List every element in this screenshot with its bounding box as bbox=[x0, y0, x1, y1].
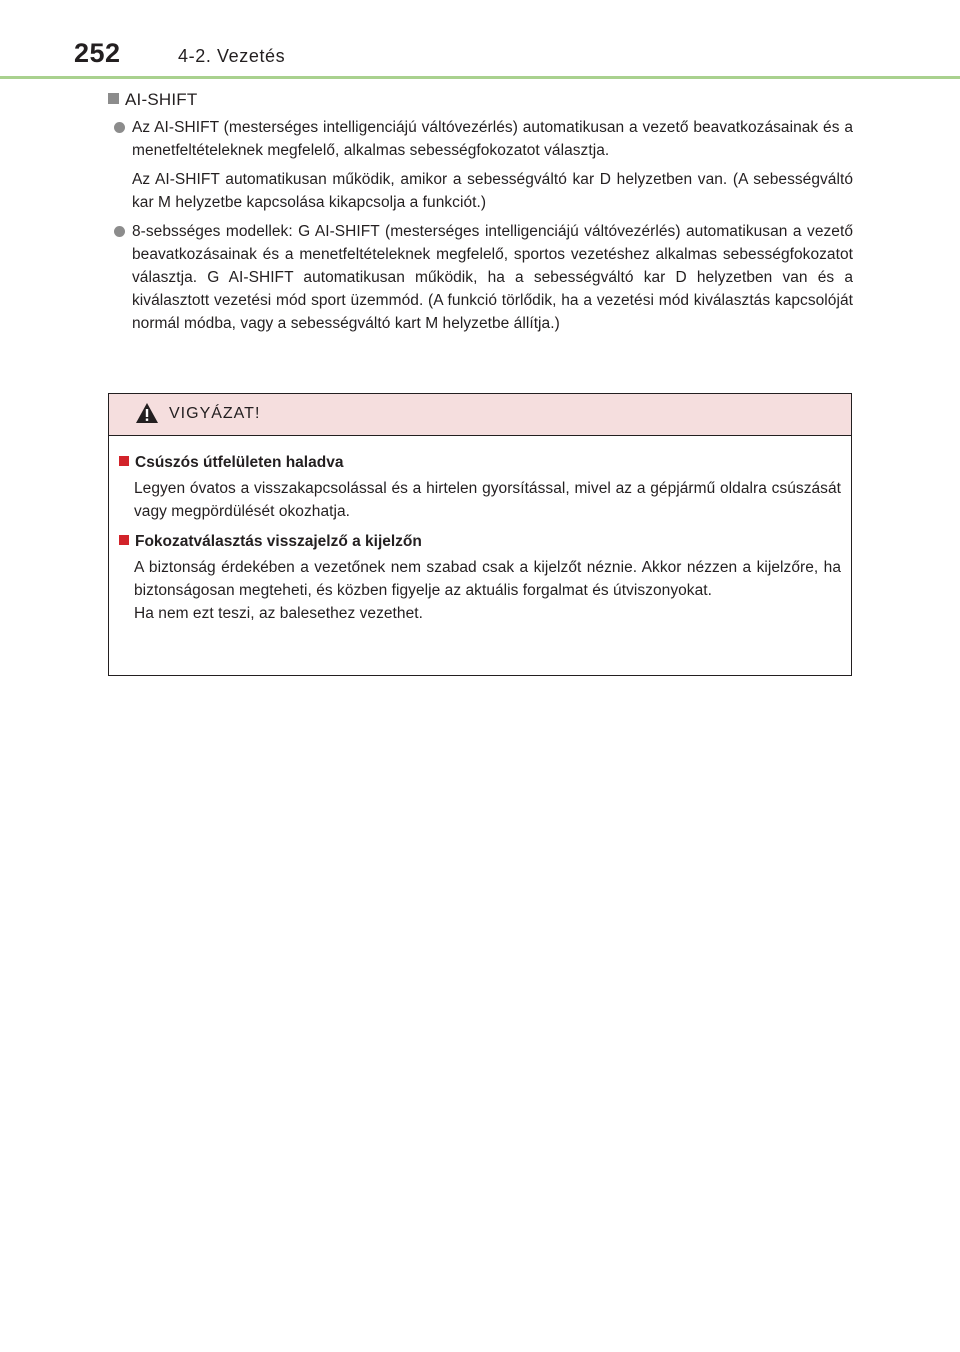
list-item bbox=[108, 220, 853, 335]
warning-subheading-text: Csúszós útfelületen haladva bbox=[135, 454, 344, 471]
red-square-bullet-icon bbox=[119, 535, 129, 545]
warning-box bbox=[108, 393, 852, 676]
warning-text bbox=[119, 556, 841, 625]
list-item bbox=[108, 116, 853, 214]
section-heading-text: AI-SHIFT bbox=[125, 90, 198, 109]
warning-subheading bbox=[119, 454, 841, 472]
paragraph: Legyen óvatos a visszakapcsolással és a hirtelen gyorsítással, mivel az a gépjármű oldalra csúszását vagy megpördülését okozhatja. bbox=[134, 480, 841, 520]
header-divider bbox=[0, 76, 960, 79]
page-number: 252 bbox=[74, 38, 121, 68]
paragraph: Az AI-SHIFT (mesterséges intelligenciájú váltóvezérlés) automatikusan a vezető beavatkozásainak és a menetfeltételeknek megfelelő, alkalmas sebességfokozatot választja. bbox=[132, 119, 853, 159]
warning-subheading bbox=[119, 533, 841, 551]
warning-text bbox=[119, 477, 841, 523]
section-heading bbox=[108, 90, 853, 110]
paragraph: Ha nem ezt teszi, az balesethez vezethet. bbox=[134, 605, 423, 622]
circle-bullet-icon bbox=[114, 122, 125, 133]
red-square-bullet-icon bbox=[119, 456, 129, 466]
section-title: 4-2. Vezetés bbox=[178, 46, 286, 66]
paragraph: A biztonság érdekében a vezetőnek nem szabad csak a kijelzőt néznie. Akkor nézzen a kijelzőre, ha biztonságosan megteheti, és közben figyelje az aktuális forgalmat és útviszonyokat. bbox=[134, 559, 841, 599]
main-content bbox=[108, 90, 853, 341]
warning-subheading-text: Fokozatválasztás visszajelző a kijelzőn bbox=[135, 533, 422, 550]
warning-header bbox=[109, 394, 851, 436]
warning-body bbox=[109, 436, 851, 625]
warning-triangle-icon bbox=[135, 402, 159, 424]
paragraph: 8-sebsséges modellek: G AI-SHIFT (mesterséges intelligenciájú váltóvezérlés) automatikusan a vezető beavatkozásainak és a menetfeltételeknek megfelelő, sportos vezetéshez alkalmas sebességfokozatot választja. G AI-SHIFT automatikusan működik, ha a sebességváltó kar D helyzetben van és a kiválasztott vezetési mód sport üzemmód. (A funkció törlődik, ha a vezetési mód kiválasztás kapcsolóját normál módba, vagy a sebességváltó kart M helyzetbe állítja.) bbox=[132, 223, 853, 332]
square-bullet-icon bbox=[108, 93, 119, 104]
page-header bbox=[0, 0, 960, 80]
paragraph: Az AI-SHIFT automatikusan működik, amikor a sebességváltó kar D helyzetben van. (A sebességváltó kar M helyzetbe kapcsolása kikapcsolja a funkciót.) bbox=[132, 171, 853, 211]
circle-bullet-icon bbox=[114, 226, 125, 237]
warning-title: VIGYÁZAT! bbox=[169, 405, 261, 422]
